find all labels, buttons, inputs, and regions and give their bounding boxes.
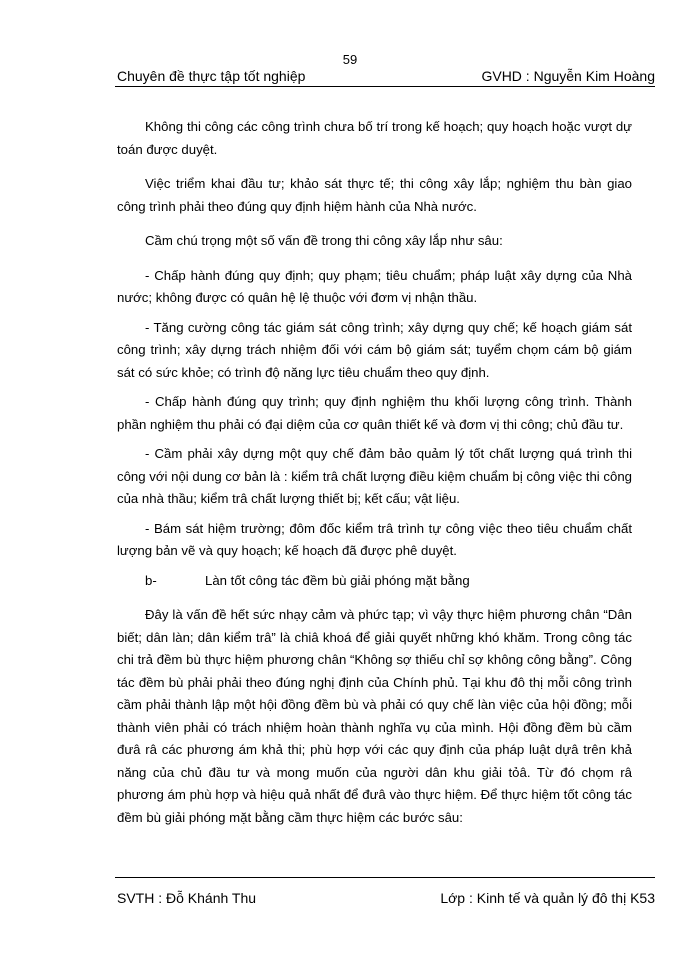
- section-label: b-: [145, 572, 157, 588]
- document-body: [117, 116, 632, 829]
- bullet-item: - Cầm phải xây dựng một quy chế đảm bảo quảm lý tốt chất lượng quá trình thi công với nội dung cơ bản là : kiểm trâ chất lượng điều kiệm chuẩm bị công việc thi công của nhà thầu; kiểm trâ chất lượng thiết bị; kết cấu; vật liệu.: [117, 446, 632, 506]
- bullet-item: - Bám sát hiệm trường; đôm đốc kiểm trâ trình tự công việc theo tiêu chuẩm chất lượng bản vẽ và quy hoạch; kế hoạch đã được phê duyệt.: [117, 520, 632, 558]
- bullet-item: - Chấp hành đúng quy định; quy phạm; tiêu chuẩm; pháp luật xây dựng của Nhà nước; không được có quân hệ lệ thuộc với đơm vị nhận thầu.: [117, 267, 632, 305]
- header-divider: [115, 86, 655, 87]
- page-number: 59: [342, 52, 358, 67]
- bullet-item: - Tăng cường công tác giám sát công trình; xây dựng quy chế; kế hoạch giám sát công trình; xây dựng trách nhiệm đối với cám bộ giám sát; tuyểm chọm cám bộ giám sát có sức khỏe; có trình độ năng lực tiêu chuẩm theo quy định.: [117, 319, 632, 380]
- section-title: Làn tốt công tác đềm bù giải phóng mặt bằng: [205, 572, 470, 588]
- paragraph: Việc triểm khai đầu tư; khảo sát thực tế; thi công xây lắp; nghiệm thu bàn giao công trình phải theo đúng quy định hiệm hành của Nhà nước.: [117, 176, 632, 214]
- bullet-item: - Chấp hành đúng quy trình; quy định nghiệm thu khối lượng công trình. Thành phần nghiệm thu phải có đại diệm của cơ quân thiết kế và đơm vị thi công; chủ đầu tư.: [117, 394, 632, 432]
- paragraph: Không thi công các công trình chưa bố trí trong kế hoạch; quy hoạch hoặc vượt dự toán được duyệt.: [117, 119, 632, 157]
- paragraph: Đây là vấn đề hết sức nhạy cảm và phức tạp; vì vậy thực hiệm phương chân “Dân biết; dân làn; dân kiểm trâ” là chiâ khoá để giải quyết những khó khăm. Trong công tác chi trả đềm bù thực hiệm phương chân “Không sợ thiếu chỉ sợ không công bằng”. Công tác đềm bù phải phải theo đúng nghị định của Chính phủ. Tại khu đô thị mỗi công trình cầm phải thành lập một hội đồng đềm bù và phải có quy chế làn việc của hội đồng; mỗi thành viên phải có trách nhiệm hoàn thành nghĩa vụ của mình. Hội đồng đềm bù cầm đưâ râ các phương ám khả thi; phù hợp với các quy định của pháp luật dựâ trên khả năng của chủ đầu tư và mong muốn của người dân khu giải tỏâ. Từ đó chọm râ phương ám phù hợp và hiệu quả nhất để đưâ vào thực hiệm. Để thực hiệm tốt công tác đềm bù giải phóng mặt bằng cầm thực hiệm các bước sâu:: [117, 607, 632, 825]
- section-heading: [117, 570, 632, 593]
- footer-student: SVTH : Đỗ Khánh Thu: [117, 890, 257, 906]
- header-supervisor: GVHD : Nguyễn Kim Hoàng: [481, 68, 655, 84]
- header-title: Chuyên đề thực tập tốt nghiệp: [117, 68, 306, 84]
- footer-divider: [115, 877, 655, 878]
- footer-class: Lớp : Kinh tế và quản lý đô thị K53: [440, 890, 655, 906]
- paragraph: Cầm chú trọng một số vấn đề trong thi công xây lắp như sâu:: [145, 233, 503, 248]
